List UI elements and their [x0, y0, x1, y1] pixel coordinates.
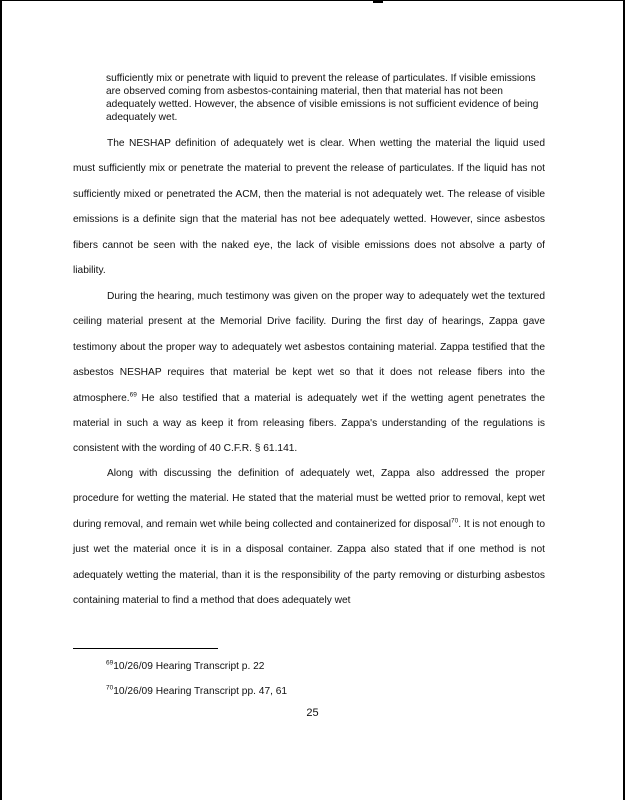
footnote-text: 10/26/09 Hearing Transcript pp. 47, 61	[113, 686, 288, 697]
footnote-ref-69[interactable]: 69	[129, 391, 137, 399]
footnote-number: 70	[106, 684, 114, 692]
paragraph-text: . It is not enough to just wet the material once it is in a disposal container. Zappa also stated that if one method is not adequately wetting the material, than it is the responsibility of the party removing or disturbing asbestos containing material to find a method that does adequately wet	[73, 518, 546, 607]
footnote-number: 69	[106, 659, 114, 667]
paragraph-text: During the hearing, much testimony was given on the proper way to adequately wet the textured ceiling material present at the Memorial Drive facility. During the first day of hearings, Zappa gave testimony about the proper way to adequately wet asbestos containing material. Zappa testified that the asbestos NESHAP requires that material be kept wet so that it does not release fibers into the atmosphere.	[73, 291, 545, 404]
paragraph-wetting-procedure	[73, 461, 545, 613]
paragraph-hearing-testimony	[73, 284, 545, 462]
footnote-ref-70[interactable]: 70	[451, 517, 459, 525]
footnote-69	[106, 660, 264, 673]
paragraph-text: He also testified that a material is adequately wet if the wetting agent penetrates the material in such a way as keep it from releasing fibers. Zappa's understanding of the regulations is consistent with the wording of 40 C.F.R. § 61.141.	[73, 392, 545, 455]
paragraph-neshap-definition: The NESHAP definition of adequately wet is clear. When wetting the material the liquid used must sufficiently mix or penetrate the material to prevent the release of particulates. If the liquid has not sufficiently mixed or penetrated the ACM, then the material is not adequately wet. The release of visible emissions is a definite sign that the material has not bee adequately wetted. However, since asbestos fibers cannot be seen with the naked eye, the lack of visible emissions does not absolve a party of liability.	[73, 138, 545, 277]
footnote-divider	[73, 648, 218, 649]
block-quote: sufficiently mix or penetrate with liquid to prevent the release of particulates. If visible emissions are observed coming from asbestos-containing material, then that material has not been adequately wetted. However, the absence of visible emissions is not sufficient evidence of being adequately wet.	[106, 73, 539, 123]
footnote-70	[106, 685, 287, 698]
page-number: 25	[306, 707, 319, 719]
paragraph-text: Along with discussing the definition of adequately wet, Zappa also addressed the proper procedure for wetting the material. He stated that the material must be wetted prior to removal, kept wet during removal, and remain wet while being collected and containerized for disposal	[73, 468, 545, 530]
footnote-text: 10/26/09 Hearing Transcript p. 22	[113, 661, 265, 672]
